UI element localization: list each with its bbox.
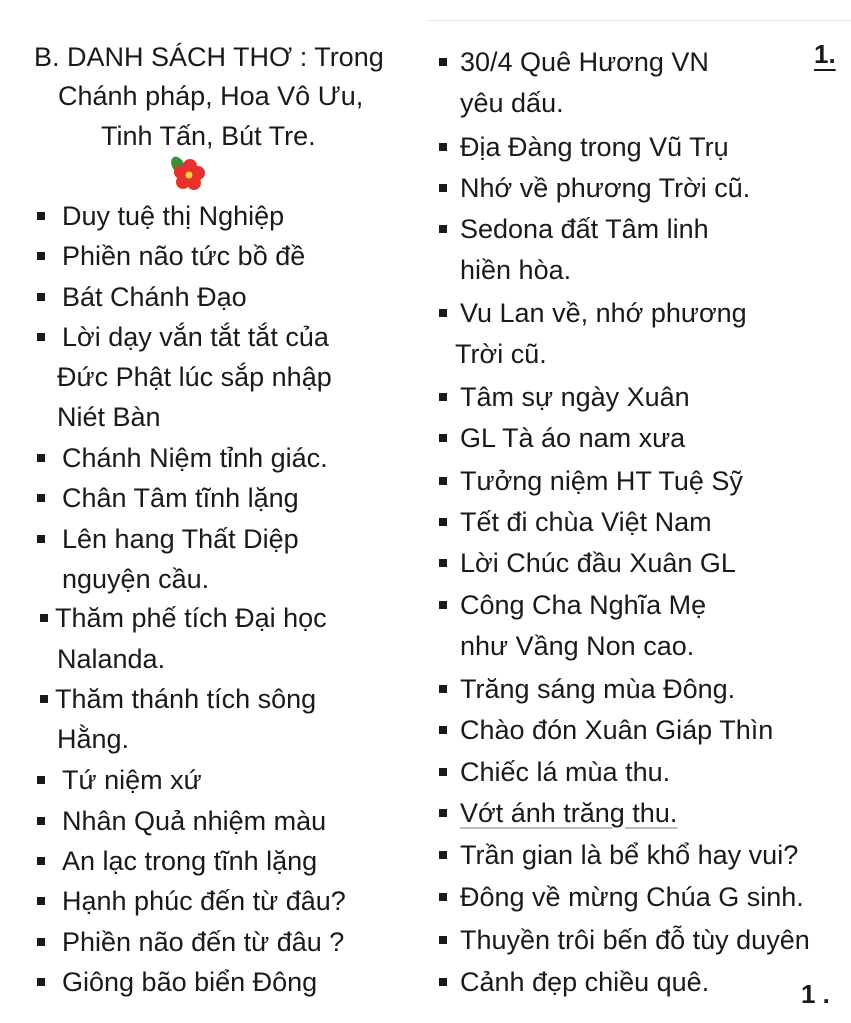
bullet bbox=[439, 559, 447, 567]
list-item: Địa Đàng trong Vũ Trụ bbox=[460, 132, 729, 162]
list-item-continuation: Niét Bàn bbox=[57, 402, 161, 432]
list-item: Trần gian là bể khổ hay vui? bbox=[460, 840, 799, 870]
list-item: Lên hang Thất Diệp bbox=[62, 524, 299, 554]
bullet bbox=[439, 726, 447, 734]
list-item: Nhớ về phương Trời cũ. bbox=[460, 173, 751, 203]
bullet bbox=[439, 434, 447, 442]
bullet bbox=[439, 809, 447, 817]
list-item: Tết đi chùa Việt Nam bbox=[460, 507, 712, 537]
list-item: Công Cha Nghĩa Mẹ bbox=[460, 590, 707, 620]
list-item-continuation: hiền hòa. bbox=[460, 255, 572, 285]
list-item: Tưởng niệm HT Tuệ Sỹ bbox=[460, 466, 743, 496]
bullet bbox=[439, 393, 447, 401]
bullet bbox=[439, 477, 447, 485]
list-item: 30/4 Quê Hương VN bbox=[460, 47, 709, 77]
list-item: Vu Lan về, nhớ phương bbox=[460, 298, 747, 328]
list-item: Đông về mừng Chúa G sinh. bbox=[460, 882, 804, 912]
list-item: Tâm sự ngày Xuân bbox=[460, 382, 690, 412]
list-item: Chánh Niệm tỉnh giác. bbox=[62, 443, 328, 473]
list-item: Phiền não tức bồ đề bbox=[62, 241, 306, 271]
list-item: Phiền não đến từ đâu ? bbox=[62, 927, 345, 957]
bullet bbox=[439, 851, 447, 859]
bullet bbox=[439, 518, 447, 526]
list-item: Vớt ánh trăng thu. bbox=[460, 798, 678, 828]
list-item-continuation: nguyện cầu. bbox=[62, 564, 210, 594]
list-item-continuation: Hằng. bbox=[57, 724, 130, 754]
list-title-line3: Tinh Tấn, Bút Tre. bbox=[101, 121, 316, 151]
list-item-continuation: như Vầng Non cao. bbox=[460, 631, 695, 661]
list-item: Nhân Quả nhiệm màu bbox=[62, 806, 327, 836]
list-item: Cảnh đẹp chiều quê. bbox=[460, 967, 710, 997]
bullet bbox=[439, 601, 447, 609]
bullet bbox=[439, 184, 447, 192]
list-item: Thăm phế tích Đại học bbox=[55, 603, 327, 633]
page-number-bottom: 1 . bbox=[801, 979, 830, 1009]
list-title: B. DANH SÁCH THƠ : Trong bbox=[34, 42, 384, 72]
list-item: Chân Tâm tĩnh lặng bbox=[62, 483, 299, 513]
list-item: Giông bão biển Đông bbox=[62, 967, 318, 997]
bullet bbox=[439, 143, 447, 151]
list-item: Lời Chúc đầu Xuân GL bbox=[460, 548, 736, 578]
list-item: Tứ niệm xứ bbox=[62, 765, 202, 795]
list-item: Bát Chánh Đạo bbox=[62, 282, 247, 312]
list-item: Thăm thánh tích sông bbox=[55, 684, 317, 714]
list-item-continuation: Đức Phật lúc sắp nhập bbox=[57, 362, 332, 392]
bullet bbox=[439, 58, 447, 66]
bullet bbox=[439, 893, 447, 901]
bullet bbox=[439, 978, 447, 986]
list-item: Thuyền trôi bến đỗ tùy duyên bbox=[460, 925, 810, 955]
list-item: Lời dạy vắn tắt tắt của bbox=[62, 322, 329, 352]
bullet bbox=[439, 225, 447, 233]
list-item-continuation: Trời cũ. bbox=[455, 339, 547, 369]
bullet bbox=[439, 936, 447, 944]
list-item: An lạc trong tĩnh lặng bbox=[62, 846, 318, 876]
list-item: Duy tuệ thị Nghiệp bbox=[62, 201, 285, 231]
list-item: Sedona đất Tâm linh bbox=[460, 214, 709, 244]
list-item: GL Tà áo nam xưa bbox=[460, 423, 686, 453]
page-number-top: 1. bbox=[814, 39, 836, 69]
list-item-continuation: Nalanda. bbox=[57, 644, 166, 674]
list-title-line2: Chánh pháp, Hoa Vô Ưu, bbox=[58, 81, 364, 111]
list-item-continuation: yêu dấu. bbox=[460, 88, 564, 118]
list-item: Chiếc lá mùa thu. bbox=[460, 757, 671, 787]
list-item: Hạnh phúc đến từ đâu? bbox=[62, 886, 346, 916]
list-item: Chào đón Xuân Giáp Thìn bbox=[460, 715, 774, 745]
bullet bbox=[439, 768, 447, 776]
bullet bbox=[439, 685, 447, 693]
list-item: Trăng sáng mùa Đông. bbox=[460, 674, 736, 704]
bullet bbox=[439, 309, 447, 317]
